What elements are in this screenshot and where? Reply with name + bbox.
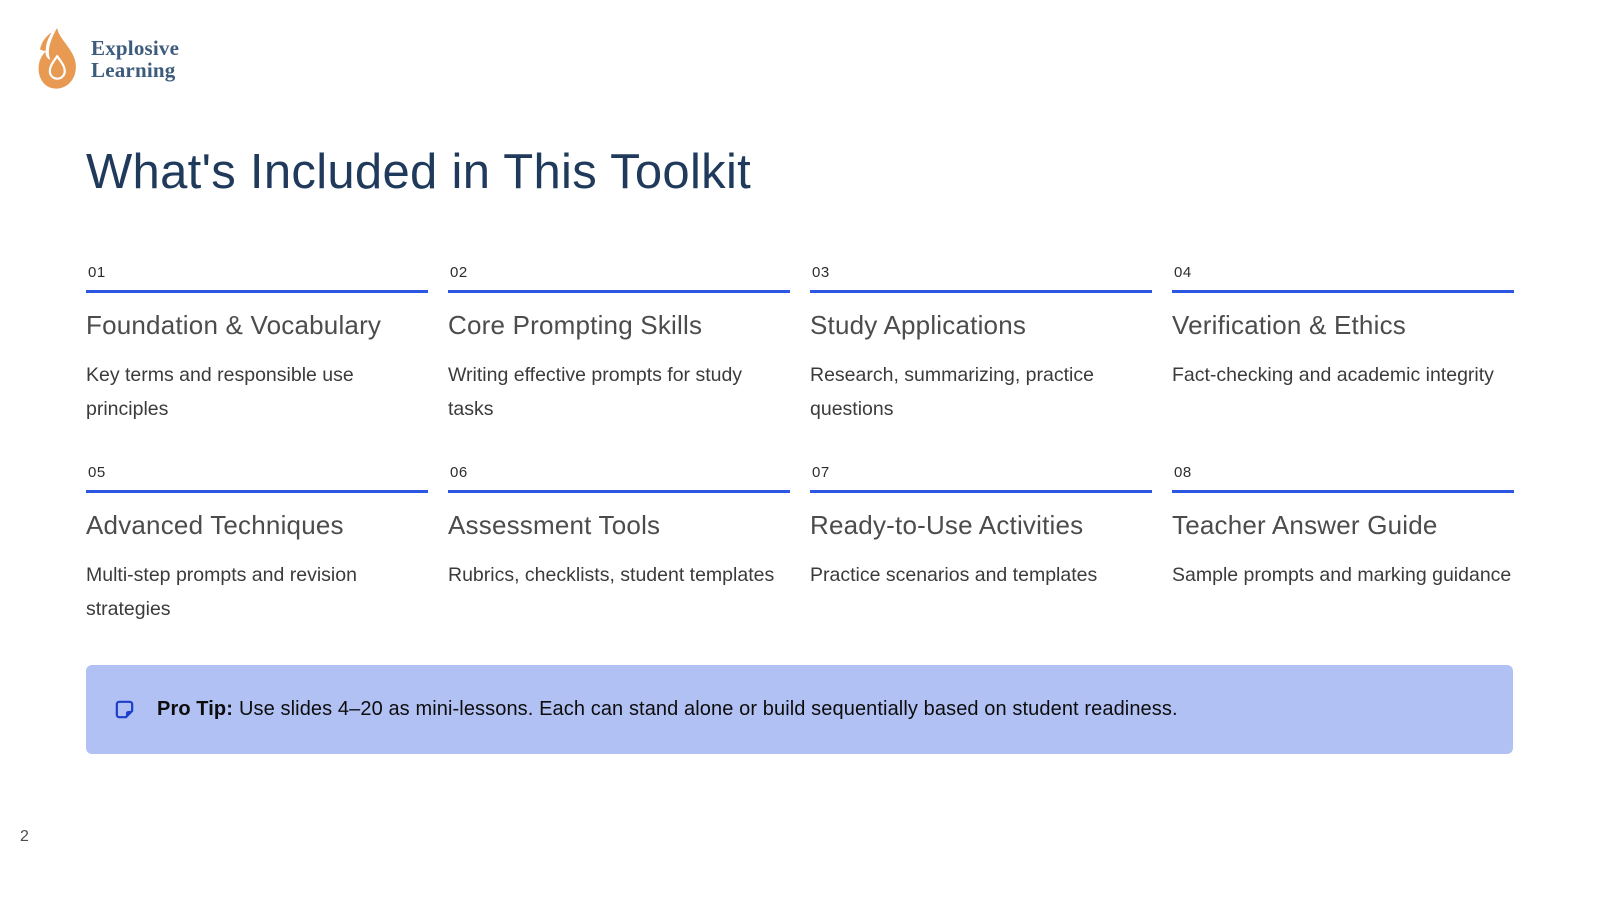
item-title: Verification & Ethics [1172, 310, 1406, 340]
item-description: Practice scenarios and templates [810, 564, 1098, 586]
item-title: Ready-to-Use Activities [810, 510, 1084, 540]
item-divider [1172, 290, 1514, 293]
item-description: Rubrics, checklists, student templates [448, 564, 775, 586]
item-number: 01 [88, 264, 106, 281]
item-divider [810, 290, 1152, 293]
item-title: Core Prompting Skills [448, 310, 703, 340]
item-number: 08 [1174, 464, 1192, 481]
item-number: 05 [88, 464, 106, 481]
flame-logo-icon [33, 27, 81, 91]
toolkit-item-5 [86, 465, 428, 665]
logo [33, 27, 179, 91]
item-description: Fact-checking and academic integrity [1172, 364, 1494, 386]
item-description: Research, summarizing, practice questions [810, 364, 1094, 420]
item-description: Key terms and responsible use principles [86, 364, 354, 420]
item-divider [86, 290, 428, 293]
page-number: 2 [20, 828, 29, 845]
item-divider [810, 490, 1152, 493]
item-title: Study Applications [810, 310, 1027, 340]
toolkit-item-4 [1172, 265, 1514, 465]
pro-tip-message: Use slides 4–20 as mini-lessons. Each can stand alone or build sequentially based on student readiness. [239, 698, 1178, 720]
pro-tip-callout [86, 665, 1513, 754]
item-description: Writing effective prompts for study tasks [448, 364, 743, 420]
item-title: Assessment Tools [448, 510, 661, 540]
page-title: What's Included in This Toolkit [86, 145, 752, 199]
item-number: 07 [812, 464, 830, 481]
item-description: Sample prompts and marking guidance [1172, 564, 1512, 586]
item-divider [448, 490, 790, 493]
toolkit-item-2 [448, 265, 790, 465]
item-title: Foundation & Vocabulary [86, 310, 382, 340]
item-divider [1172, 490, 1514, 493]
item-divider [86, 490, 428, 493]
item-number: 03 [812, 264, 830, 281]
logo-line1: Explosive [91, 36, 180, 60]
item-title: Teacher Answer Guide [1172, 510, 1438, 540]
logo-wordmark [91, 37, 179, 81]
item-title: Advanced Techniques [86, 510, 344, 540]
toolkit-item-6 [448, 465, 790, 665]
toolkit-item-1 [86, 265, 428, 465]
toolkit-item-7 [810, 465, 1152, 665]
logo-line2: Learning [91, 58, 176, 82]
pro-tip-text [157, 698, 1178, 721]
item-number: 02 [450, 264, 468, 281]
sticky-note-icon [113, 698, 136, 721]
toolkit-item-8 [1172, 465, 1514, 665]
item-description: Multi-step prompts and revision strategies [86, 564, 357, 620]
item-number: 04 [1174, 264, 1192, 281]
toolkit-grid [86, 265, 1514, 665]
item-number: 06 [450, 464, 468, 481]
pro-tip-label: Pro Tip: [157, 698, 233, 720]
toolkit-item-3 [810, 265, 1152, 465]
item-divider [448, 290, 790, 293]
